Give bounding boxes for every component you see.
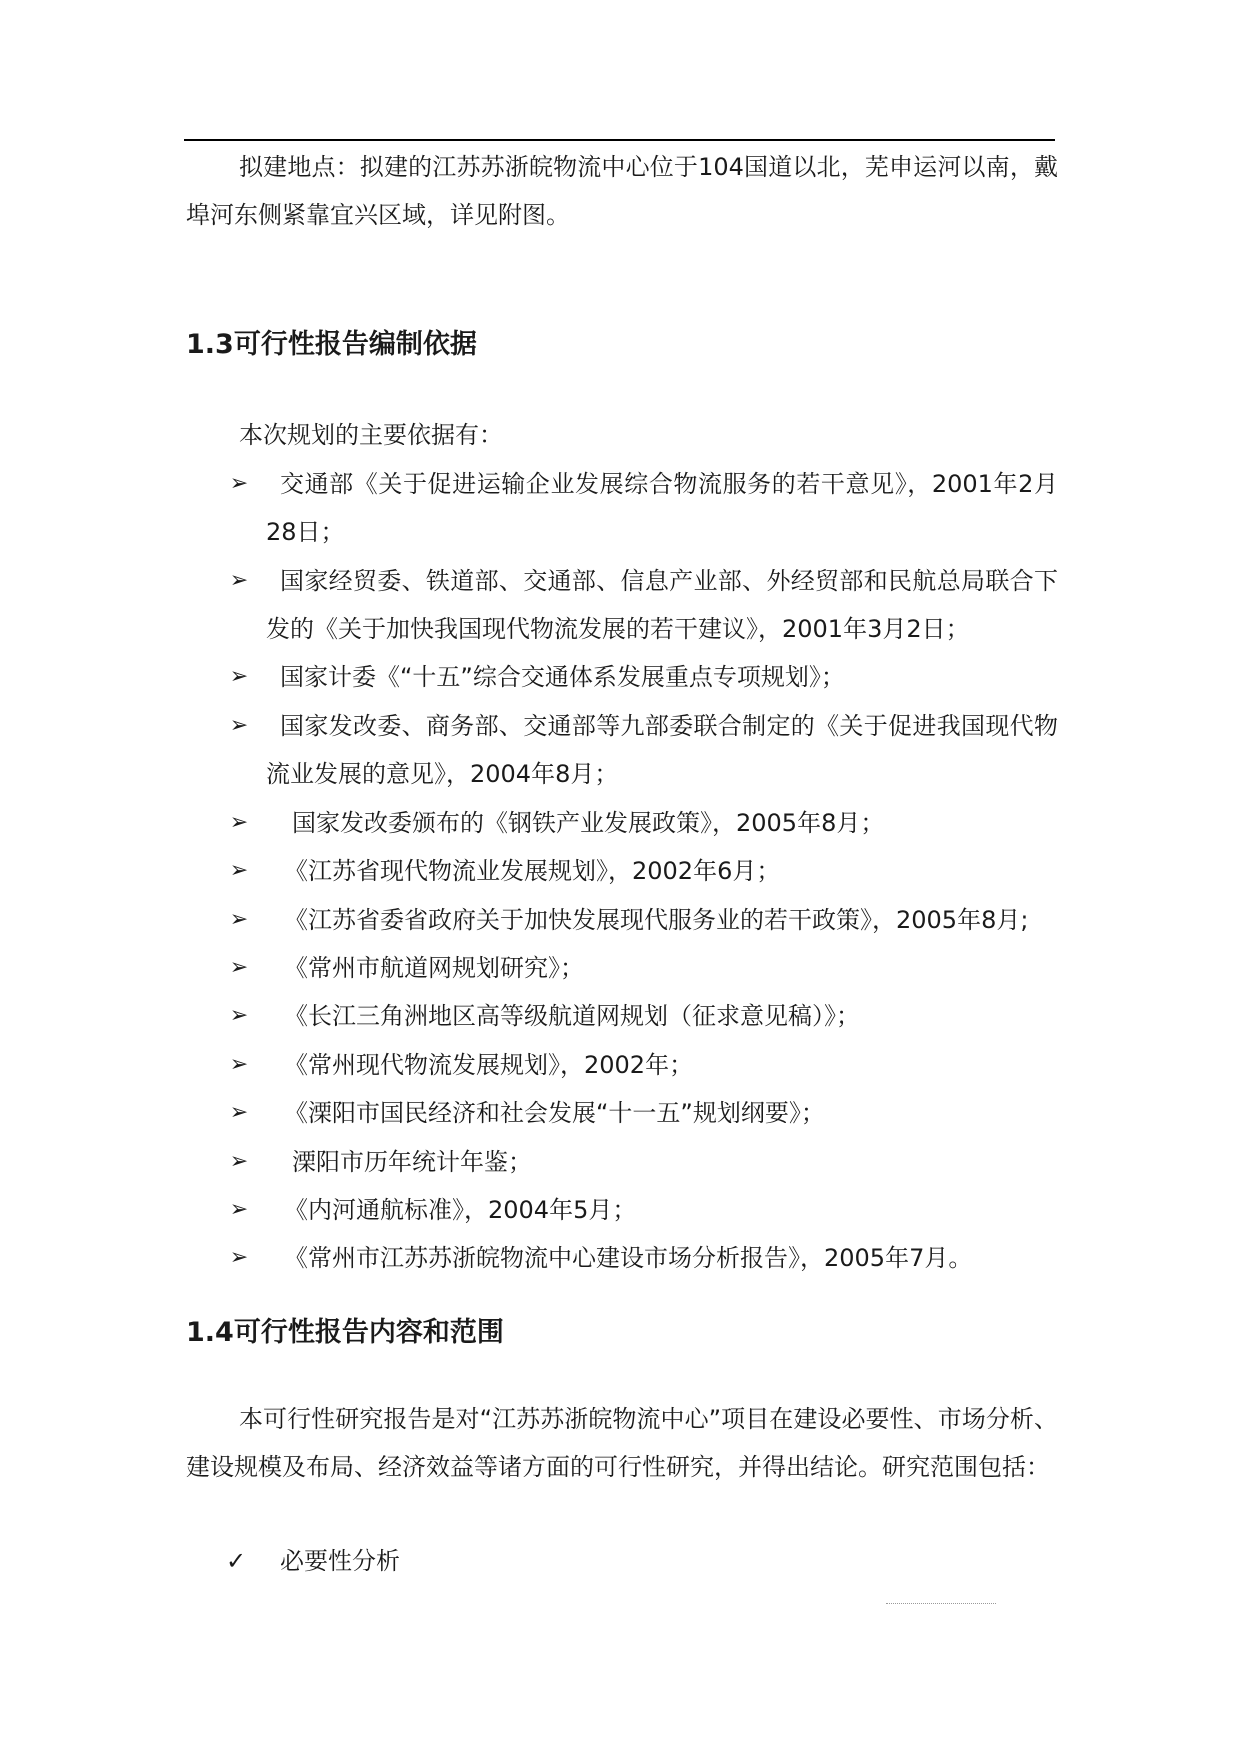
arrow-bullet-icon: ➢	[229, 858, 249, 883]
list-item-text: 《江苏省现代物流业发展规划》，2002年6月；	[284, 857, 781, 885]
scope-paragraph: 本可行性研究报告是对“江苏苏浙皖物流中心”项目在建设必要性、市场分析、建设规模及布局、经济效益等诸方面的可行性研究，并得出结论。研究范围包括：	[186, 1405, 1058, 1481]
arrow-bullet-icon: ➢	[229, 955, 249, 980]
list-item-text: 国家计委《“十五”综合交通体系发展重点专项规划》；	[280, 663, 845, 691]
list-item-text: 《常州市江苏苏浙皖物流中心建设市场分析报告》，2005年7月。	[284, 1244, 973, 1272]
arrow-bullet-icon: ➢	[229, 1100, 249, 1125]
list-item-text: 《溧阳市国民经济和社会发展“十一五”规划纲要》；	[284, 1099, 825, 1127]
section-1-3-heading: 1.3可行性报告编制依据	[186, 329, 477, 360]
list-item-text: 《江苏省委省政府关于加快发展现代服务业的若干政策》，2005年8月;	[284, 906, 1029, 934]
arrow-bullet-icon: ➢	[229, 1149, 249, 1174]
arrow-bullet-icon: ➢	[229, 568, 249, 593]
list-item-text: 国家经贸委、铁道部、交通部、信息产业部、外经贸部和民航总局联合下发的《关于加快我国现代物流发展的若干建议》，2001年3月2日；	[266, 567, 1058, 643]
arrow-bullet-icon: ➢	[229, 1052, 249, 1077]
checkmark-icon: ✓	[226, 1547, 247, 1575]
section-1-3-intro: 本次规划的主要依据有：	[239, 421, 503, 449]
list-item-text: 《长江三角洲地区高等级航道网规划（征求意见稿）》；	[284, 1002, 860, 1030]
arrow-bullet-icon: ➢	[229, 713, 249, 738]
footer-dotted-line	[886, 1603, 996, 1604]
check-item-text: 必要性分析	[280, 1547, 400, 1575]
list-item-text: 国家发改委、商务部、交通部等九部委联合制定的《关于促进我国现代物流业发展的意见》，2004年8月；	[266, 712, 1058, 788]
list-item-text: 《常州市航道网规划研究》；	[284, 954, 584, 982]
list-item-text: 《内河通航标准》，2004年5月；	[284, 1196, 637, 1224]
arrow-bullet-icon: ➢	[229, 1197, 249, 1222]
arrow-bullet-icon: ➢	[229, 907, 249, 932]
header-rule	[184, 139, 1055, 141]
list-item-text: 《常州现代物流发展规划》，2002年；	[284, 1051, 694, 1079]
arrow-bullet-icon: ➢	[229, 810, 249, 835]
list-item-text: 溧阳市历年统计年鉴；	[292, 1148, 532, 1176]
list-item-text: 国家发改委颁布的《钢铁产业发展政策》，2005年8月；	[292, 809, 885, 837]
section-1-4-heading: 1.4可行性报告内容和范围	[186, 1317, 504, 1348]
list-item-text: 交通部《关于促进运输企业发展综合物流服务的若干意见》，2001年2月28日；	[266, 470, 1058, 546]
site-paragraph: 拟建地点：拟建的江苏苏浙皖物流中心位于104国道以北，芜申运河以南，戴埠河东侧紧靠宜兴区域，详见附图。	[186, 153, 1058, 229]
arrow-bullet-icon: ➢	[229, 1003, 249, 1028]
arrow-bullet-icon: ➢	[229, 471, 249, 496]
arrow-bullet-icon: ➢	[229, 664, 249, 689]
arrow-bullet-icon: ➢	[229, 1245, 249, 1270]
